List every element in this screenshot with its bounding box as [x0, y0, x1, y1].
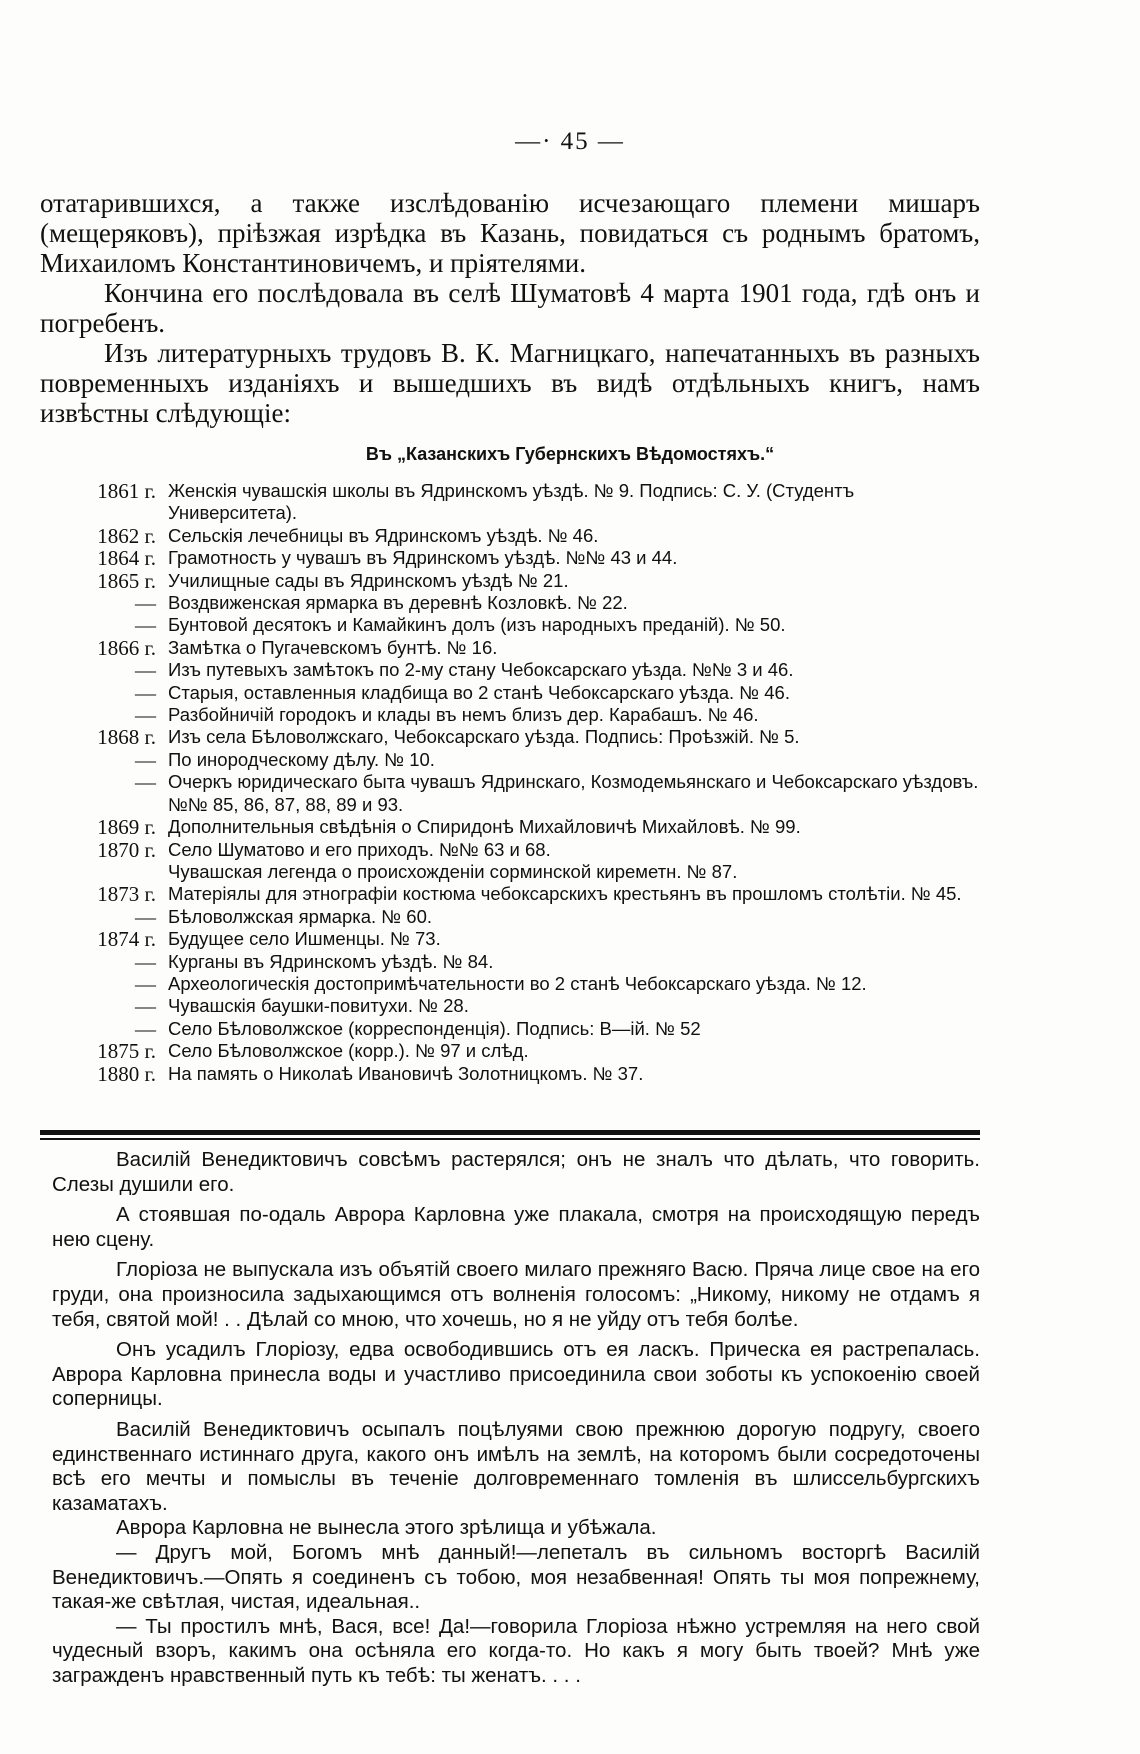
upper-paragraph: отатарившихся, а также изслѣдованію исчезающаго племени мишаръ (мещеряковъ), пріѣзжая изрѣдка въ Казань, повидаться съ роднымъ братомъ, Михаиломъ Константиновичемъ, и пріятелями. [40, 188, 980, 278]
work-year: 1868 г. [97, 725, 156, 750]
work-entry [60, 525, 980, 547]
lower-paragraph: Онъ усадилъ Глоріозу, едва освободившись отъ ея ласкъ. Прическа ея растрепалась. Аврора Карловна принесла воды и участливо присоединила свои зоботы къ успокоенію своей соперницы. [52, 1338, 980, 1411]
work-year: 1875 г. [97, 1039, 156, 1064]
work-entry [60, 592, 980, 614]
work-title: Дополнительныя свѣдѣнія о Спиридонѣ Михайловичѣ Михайловѣ. № 99. [168, 816, 801, 838]
work-title: Училищные сады въ Ядринскомъ уѣздѣ № 21. [168, 569, 569, 591]
work-entry [60, 726, 980, 748]
lower-paragraph: Глоріоза не выпускала изъ объятій своего милаго прежняго Васю. Пряча лице свое на его груди, она произносила задыхающимся отъ волненія голосомъ: „Никому, никому не отдамъ я тебя, святой мой! . . Дѣлай со мною, что хочешь, но я не уйду отъ тебя болѣе. [52, 1258, 980, 1331]
work-year: — [135, 949, 156, 974]
lower-paragraph: — Ты простилъ мнѣ, Вася, все! Да!—говорила Глоріоза нѣжно устремляя на него свой чудесный взоръ, какимъ она осѣняла его когда-то. Но какъ я могу быть твоей? Мнѣ уже загражденъ нравственный путь къ тебѣ: ты женатъ. . . . [52, 1614, 980, 1687]
work-year: — [135, 1016, 156, 1041]
work-title: Будущее село Ишменцы. № 73. [168, 928, 441, 950]
lower-paragraph: Аврора Карловна не вынесла этого зрѣлища и убѣжала. [116, 1516, 657, 1540]
work-year: 1861 г. [97, 479, 156, 503]
work-title: Изъ путевыхъ замѣтокъ по 2-му стану Чебоксарскаго уѣзда. №№ 3 и 46. [168, 659, 794, 681]
work-entry [60, 951, 980, 973]
divider-rule [40, 1130, 980, 1135]
work-year: 1862 г. [97, 523, 156, 548]
work-year: 1874 г. [97, 927, 156, 952]
works-list [60, 480, 980, 1085]
work-year: 1865 г. [97, 568, 156, 593]
work-entry [60, 614, 980, 636]
work-year: — [135, 971, 156, 996]
work-entry [60, 839, 980, 861]
work-title: Чувашская легенда о происхожденіи сорминской киреметн. № 87. [168, 860, 738, 882]
upper-paragraph: Кончина его послѣдовала въ селѣ Шуматовѣ 4 марта 1901 года, гдѣ онъ и погребенъ. [40, 278, 980, 338]
lower-paragraph: А стоявшая по-одаль Аврора Карловна уже плакала, смотря на происходящую передъ нею сцену. [52, 1203, 980, 1251]
work-entry [60, 1063, 980, 1085]
lower-paragraph: Василій Венедиктовичъ совсѣмъ растерялся; онъ не зналъ что дѣлать, что говорить. Слезы душили его. [52, 1148, 980, 1196]
work-year: — [135, 613, 156, 638]
work-title: Чувашскія баушки-повитухи. № 28. [168, 995, 469, 1017]
work-title: Сельскія лечебницы въ Ядринскомъ уѣздѣ. № 46. [168, 524, 599, 546]
work-entry [60, 637, 980, 659]
work-year: — [135, 591, 156, 616]
work-entry [60, 861, 980, 883]
work-entry [60, 973, 980, 995]
work-entry [60, 547, 980, 569]
page-number: —· 45 — [515, 128, 625, 155]
work-year: 1873 г. [97, 882, 156, 907]
work-title: Старыя, оставленныя кладбища во 2 станѣ Чебоксарскаго уѣзда. № 46. [168, 681, 790, 703]
work-year: 1869 г. [97, 815, 156, 840]
work-year [60, 861, 168, 883]
work-entry [60, 1040, 980, 1062]
work-year: — [135, 770, 156, 795]
work-entry [60, 928, 980, 950]
work-entry [60, 682, 980, 704]
work-title: Изъ села Бѣловолжскаго, Чебоксарскаго уѣзда. Подпись: Проѣзжій. № 5. [168, 726, 800, 748]
work-title: Бѣловолжская ярмарка. № 60. [168, 905, 433, 927]
work-title: Курганы въ Ядринскомъ уѣздѣ. № 84. [168, 950, 494, 972]
work-entry [60, 659, 980, 681]
upper-paragraph: Изъ литературныхъ трудовъ В. К. Магницкаго, напечатанныхъ въ разныхъ повременныхъ изданіяхъ и вышедшихъ въ видѣ отдѣльныхъ книгъ, намъ извѣстны слѣдующіе: [40, 338, 980, 428]
work-year: — [135, 904, 156, 929]
work-entry [60, 1018, 980, 1040]
work-entry [60, 816, 980, 838]
divider-rule-thin [40, 1138, 980, 1140]
work-entry [60, 480, 980, 525]
lower-text [52, 1148, 980, 1688]
work-year: — [135, 680, 156, 705]
work-year: — [135, 658, 156, 683]
section-heading: Въ „Казанскихъ Губернскихъ Вѣдомостяхъ.“ [365, 444, 775, 464]
work-title: Очеркъ юридическаго быта чувашъ Ядринскаго, Козмодемьянскаго и Чебоксарскаго уѣздовъ. №№ 85, 86, 87, 88, 89 и 93. [168, 771, 979, 815]
work-year: 1866 г. [97, 635, 156, 660]
work-year: 1880 г. [97, 1061, 156, 1086]
work-entry [60, 749, 980, 771]
lower-paragraph: — Другъ мой, Богомъ мнѣ данный!—лепеталъ въ сильномъ восторгѣ Василій Венедиктовичъ.—Опять я соединенъ съ тобою, моя незабвенная! Опять ты моя попрежнему, такая-же свѣтлая, чистая, идеальная.. [52, 1540, 980, 1614]
work-title: Село Бѣловолжское (корр.). № 97 и слѣд. [168, 1040, 529, 1062]
work-title: По инородческому дѣлу. № 10. [168, 748, 435, 770]
work-year: 1864 г. [97, 546, 156, 571]
work-year: 1870 г. [97, 837, 156, 862]
work-title: На память о Николаѣ Ивановичѣ Золотницкомъ. № 37. [168, 1062, 644, 1084]
work-title: Воздвиженская ярмарка въ деревнѣ Козловкѣ. № 22. [168, 592, 628, 614]
work-title: Бунтовой десятокъ и Камайкинъ долъ (изъ народныхъ преданій). № 50. [168, 614, 786, 636]
work-title: Женскія чувашскія школы въ Ядринскомъ уѣздѣ. № 9. Подпись: С. У. (Студентъ Университета). [168, 480, 855, 524]
lower-paragraph: Василій Венедиктовичъ осыпалъ поцѣлуями свою прежнюю дорогую подругу, своего единственнаго истиннаго друга, какого онъ имѣлъ на землѣ, на которомъ были сосредоточены всѣ его мечты и помыслы въ теченіе долговременнаго томленія въ шлиссельбургскихъ казаматахъ. [52, 1417, 980, 1515]
work-year: — [135, 703, 156, 728]
work-title: Село Шуматово и его приходъ. №№ 63 и 68. [168, 838, 551, 860]
work-year: — [135, 747, 156, 772]
work-title: Замѣтка о Пугачевскомъ бунтѣ. № 16. [168, 636, 498, 658]
work-entry [60, 771, 980, 816]
work-entry [60, 995, 980, 1017]
work-year: — [135, 994, 156, 1019]
work-entry [60, 570, 980, 592]
upper-text [40, 188, 980, 428]
work-title: Археологическія достопримѣчательности во 2 станѣ Чебоксарскаго уѣзда. № 12. [168, 972, 867, 994]
work-title: Село Бѣловолжское (корреспонденція). Подпись: В—ій. № 52 [168, 1017, 701, 1039]
work-title: Матеріялы для этнографіи костюма чебоксарскихъ крестьянъ въ прошломъ столѣтіи. № 45. [168, 883, 962, 905]
work-title: Грамотность у чувашъ въ Ядринскомъ уѣздѣ. №№ 43 и 44. [168, 547, 678, 569]
work-title: Разбойничій городокъ и клады въ немъ близъ дер. Карабашъ. № 46. [168, 704, 759, 726]
work-entry [60, 906, 980, 928]
work-entry [60, 883, 980, 905]
work-entry [60, 704, 980, 726]
